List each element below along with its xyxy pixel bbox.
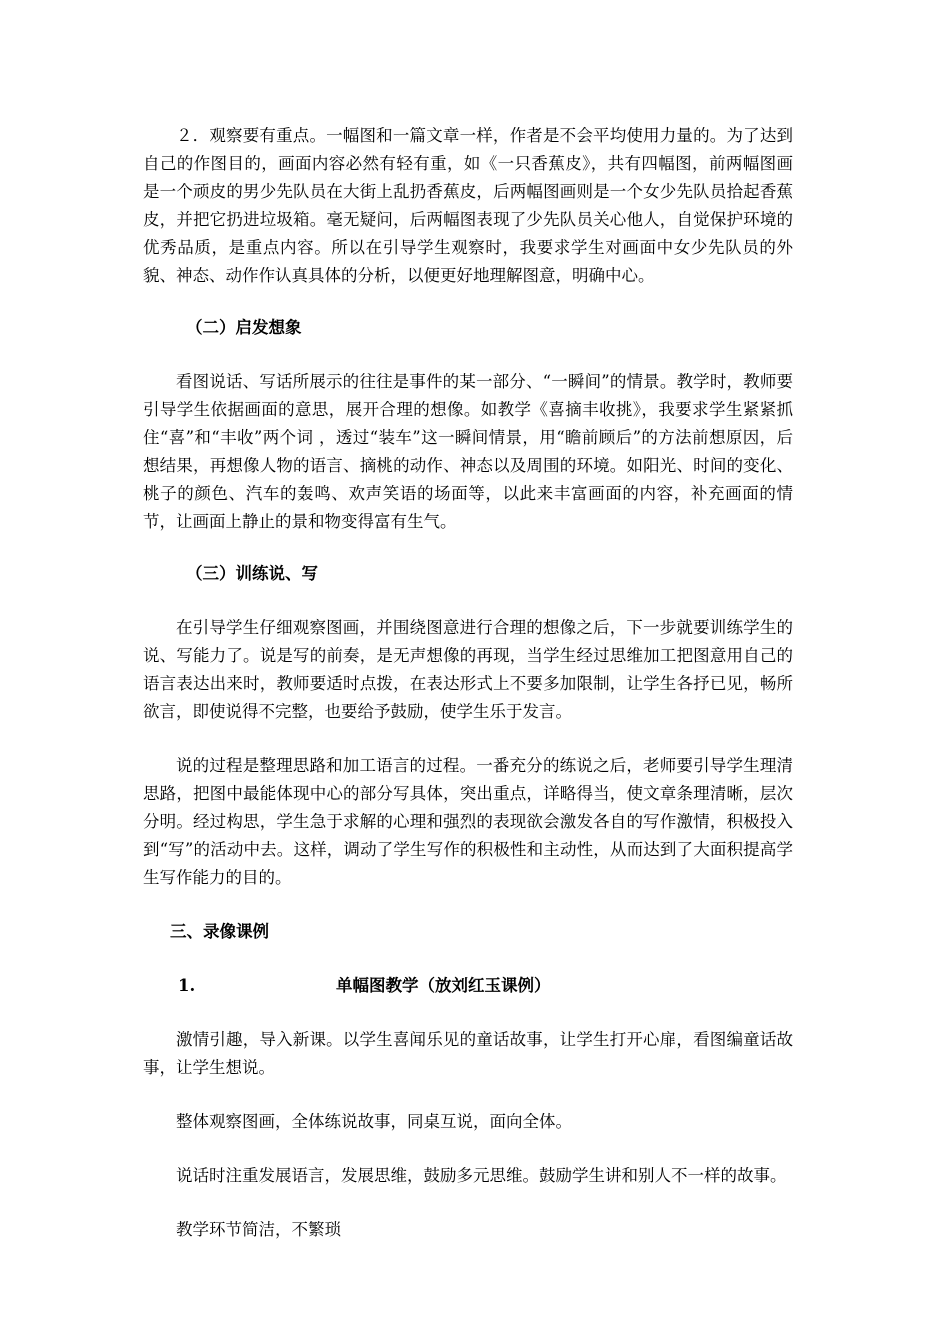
section-heading-speaking-writing: （三）训练说、写: [186, 564, 318, 583]
paragraph-simple-steps: 教学环节简洁，不繁琐: [176, 1220, 341, 1239]
document-page: [143, 122, 793, 1244]
paragraph-observation-focus: ２．观察要有重点。一幅图和一篇文章一样，作者是不会平均使用力量的。为了达到自己的作图目的，画面内容必然有轻有重，如《一只香蕉皮》，共有四幅图，前两幅图画是一个顽皮的男少先队员在大街上乱扔香蕉皮，后两幅图画则是一个女少先队员拾起香蕉皮，并把它扔进垃圾箱。毫无疑问，后两幅图表现了少先队员关心他人，自觉保护环境的优秀品质，是重点内容。所以在引导学生观察时，我要求学生对画面中女少先队员的外貌、神态、动作作认真具体的分析，以便更好地理解图意，明确中心。: [143, 126, 793, 285]
subheading-number: 1.: [178, 976, 196, 995]
section-heading-video-cases: 三、录像课例: [170, 922, 269, 941]
section-heading-imagination: （二）启发想象: [186, 318, 302, 337]
paragraph-language-development: 说话时注重发展语言，发展思维，鼓励多元思维。鼓励学生讲和别人不一样的故事。: [176, 1166, 787, 1185]
paragraph-imagination: 看图说话、写话所展示的往往是事件的某一部分、“一瞬间”的情景。教学时，教师要引导学生依据画面的意思，展开合理的想像。如教学《喜摘丰收挑》，我要求学生紧紧抓住“喜”和“丰收”两个词 ，透过“装车”这一瞬间情景，用“瞻前顾后”的方法前想原因，后想结果，再想像人物的语言、摘桃的动作、神态以及周围的环境。如阳光、时间的变化、桃子的颜色、汽车的轰鸣、欢声笑语的场面等，以此来丰富画面的内容，补充画面的情节，让画面上静止的景和物变得富有生气。: [143, 372, 793, 531]
subheading-title: 单幅图教学（放刘红玉课例）: [336, 976, 551, 995]
subheading-single-image-teaching: [143, 972, 793, 1000]
paragraph-speaking-writing: 在引导学生仔细观察图画，并围绕图意进行合理的想像之后，下一步就要训练学生的说、写能力了。说是写的前奏，是无声想像的再现，当学生经过思维加工把图意用自己的语言表达出来时，教师要适时点拨，在表达形式上不要多加限制，让学生各抒已见，畅所欲言，即使说得不完整，也要给予鼓励，使学生乐于发言。: [143, 618, 793, 721]
paragraph-speaking-process: 说的过程是整理思路和加工语言的过程。一番充分的练说之后，老师要引导学生理清思路，把图中最能体现中心的部分写具体，突出重点，详略得当，使文章条理清晰，层次分明。经过构思，学生急于求解的心理和强烈的表现欲会激发各自的写作激情，积极投入到“写”的活动中去。这样，调动了学生写作的积极性和主动性，从而达到了大面积提高学生写作能力的目的。: [143, 756, 793, 887]
paragraph-whole-observation: 整体观察图画，全体练说故事，同桌互说，面向全体。: [176, 1112, 572, 1131]
paragraph-motivation: 激情引趣，导入新课。以学生喜闻乐见的童话故事，让学生打开心扉，看图编童话故事，让学生想说。: [143, 1030, 793, 1077]
